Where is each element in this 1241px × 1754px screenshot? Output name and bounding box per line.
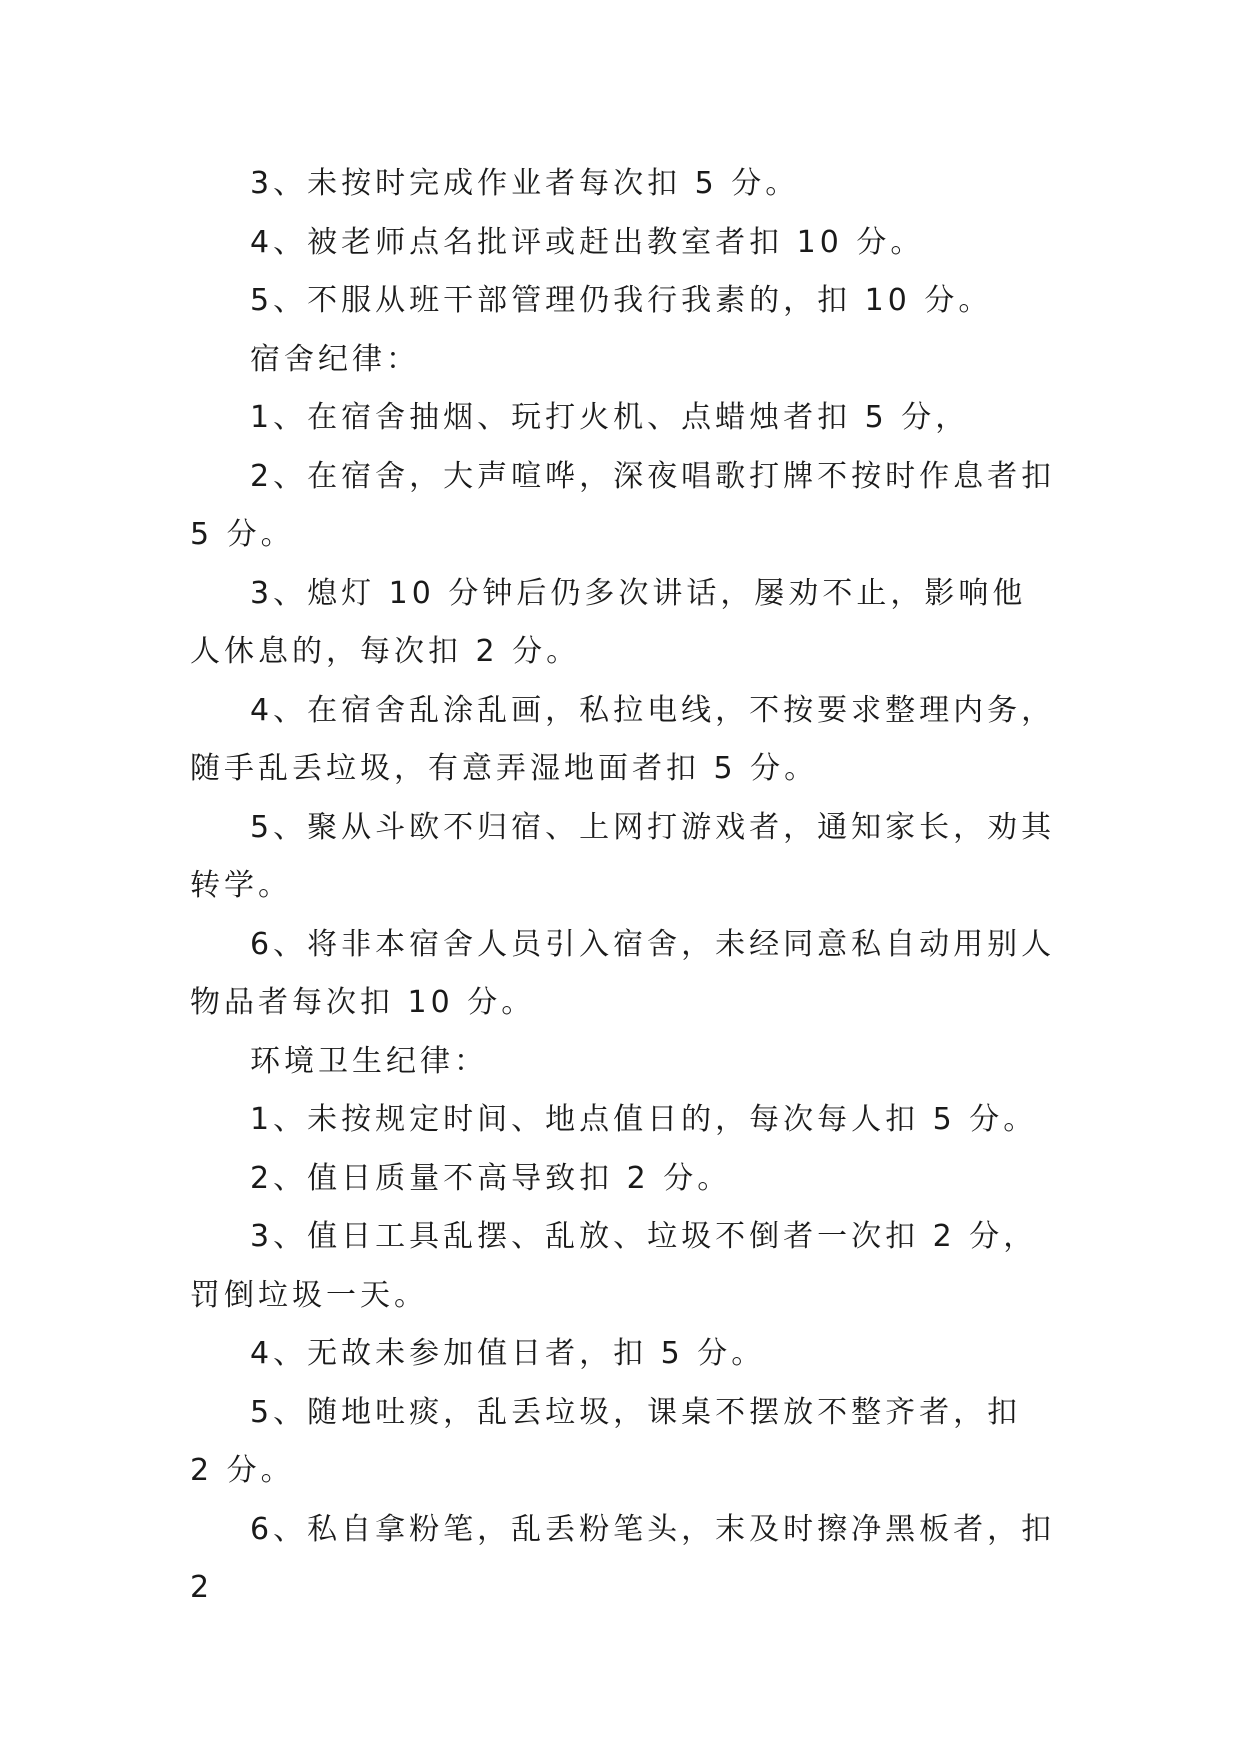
paragraph-dorm-noise: 2、在宿舍，大声喧哗，深夜唱歌打牌不按时作息者扣 5 分。 bbox=[190, 458, 1056, 552]
section-heading-dorm: 宿舍纪律： bbox=[250, 341, 420, 377]
paragraph-class-disobey: 5、不服从班干部管理仍我行我素的，扣 10 分。 bbox=[250, 283, 993, 318]
paragraph-dorm-fighting: 5、聚从斗欧不归宿、上网打游戏者，通知家长，劝其转学。 bbox=[190, 809, 1056, 903]
paragraph-hygiene-quality: 2、值日质量不高导致扣 2 分。 bbox=[250, 1160, 732, 1196]
paragraph-hygiene-duty-time: 1、未按规定时间、地点值日的，每次每人扣 5 分。 bbox=[250, 1102, 1038, 1137]
paragraph-class-homework: 3、未按时完成作业者每次扣 5 分。 bbox=[250, 166, 800, 201]
paragraph-hygiene-absent: 4、无故未参加值日者，扣 5 分。 bbox=[250, 1336, 766, 1371]
paragraph-dorm-smoking: 1、在宿舍抽烟、玩打火机、点蜡烛者扣 5 分， bbox=[250, 400, 970, 435]
paragraph-dorm-graffiti: 4、在宿舍乱涂乱画，私拉电线，不按要求整理内务，随手乱丢垃圾，有意弄湿地面者扣 5 分。 bbox=[190, 692, 1056, 786]
paragraph-class-criticized: 4、被老师点名批评或赶出教室者扣 10 分。 bbox=[250, 224, 925, 260]
paragraph-hygiene-spitting: 5、随地吐痰，乱丢垃圾，课桌不摆放不整齐者，扣 2 分。 bbox=[190, 1394, 1022, 1488]
section-heading-hygiene: 环境卫生纪律： bbox=[250, 1043, 488, 1079]
paragraph-hygiene-chalk: 6、私自拿粉笔，乱丢粉笔头，末及时擦净黑板者，扣2 bbox=[190, 1511, 1056, 1605]
paragraph-hygiene-tools: 3、值日工具乱摆、乱放、垃圾不倒者一次扣 2 分，罚倒垃圾一天。 bbox=[190, 1219, 1038, 1313]
paragraph-dorm-lights-out: 3、熄灯 10 分钟后仍多次讲话，屡劝不止，影响他人休息的，每次扣 2 分。 bbox=[190, 575, 1027, 669]
paragraph-dorm-outsiders: 6、将非本宿舍人员引入宿舍，未经同意私自动用别人物品者每次扣 10 分。 bbox=[190, 926, 1056, 1020]
